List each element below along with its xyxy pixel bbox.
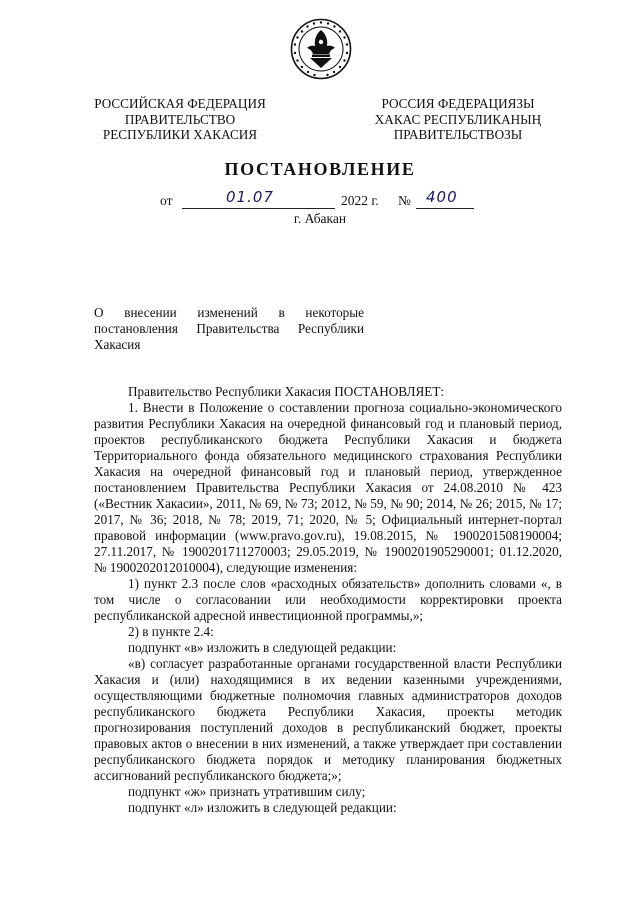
header-right-block xyxy=(363,96,553,143)
body-line: Хакасия и (или) находящимися в их ведении казенными учреждениями, xyxy=(94,672,562,687)
body-line: прогнозирования поступлений доходов в республиканский бюджет, проекты xyxy=(94,720,562,735)
subject-line: О внесении изменений в некоторые xyxy=(94,305,364,320)
body-line: ассигнований республиканского бюджета;»; xyxy=(94,768,342,783)
date-handwritten: 01.07 xyxy=(226,188,274,206)
year-label: 2022 г. xyxy=(341,193,379,208)
number-underline xyxy=(416,208,474,209)
date-underline xyxy=(182,208,335,209)
body-line: подпункт «ж» признать утратившим силу; xyxy=(128,784,366,799)
body-line: том числе о согласовании или необходимости корректировки проекта xyxy=(94,592,562,607)
date-from-label: от xyxy=(160,193,173,208)
body-line: 1. Внести в Положение о составлении прогноза социально-экономического xyxy=(128,400,562,415)
body-line: «в) согласует разработанные органами государственной власти Республики xyxy=(128,656,562,671)
document-title: ПОСТАНОВЛЕНИЕ xyxy=(224,159,416,179)
body-line: республиканского бюджета порядок и методику планирования бюджетных xyxy=(94,752,562,767)
number-handwritten: 400 xyxy=(426,188,458,206)
body-line: подпункт «в» изложить в следующей редакции: xyxy=(128,640,397,655)
header-left-block xyxy=(85,96,275,143)
body-line: Территориального фонда обязательного медицинского страхования Республики xyxy=(94,448,562,463)
body-line: 2017, № 36; 2018, № 78; 2019, 71; 2020, № 5; Официальный интернет-портал xyxy=(94,512,562,527)
body-line: развития Республики Хакасия на очередной финансовый год и плановый период, xyxy=(94,416,562,431)
subject-line: постановления Правительства Республики xyxy=(94,321,364,336)
body-line: Правительство Республики Хакасия ПОСТАНОВЛЯЕТ: xyxy=(128,384,445,399)
header-right-line-1: РОССИЯ ФЕДЕРАЦИЯЗЫ xyxy=(381,96,535,111)
body-line: правовой информации (www.pravo.gov.ru), 19.08.2015, № 1900201508190004; xyxy=(94,528,562,543)
date-number-line xyxy=(160,188,500,213)
body-line: 27.11.2017, № 1900201711270003; 29.05.2019, № 1900201905290001; 01.12.2020, xyxy=(94,544,562,559)
body-text xyxy=(94,384,562,816)
header-right-line-3: ПРАВИТЕЛЬСТВОЗЫ xyxy=(393,127,523,142)
body-line: республиканского бюджета Республики Хакасия, проекты методик xyxy=(94,704,562,719)
body-line: правовых актов о внесении в них изменений, а также утверждает при составлении xyxy=(94,736,562,751)
body-line: № 1900202012010004), следующие изменения: xyxy=(94,560,358,575)
header-left-line-1: РОССИЙСКАЯ ФЕДЕРАЦИЯ xyxy=(94,96,266,111)
body-line: проектов республиканского бюджета Республики Хакасия и бюджета xyxy=(94,432,562,447)
header-left-line-3: РЕСПУБЛИКИ ХАКАСИЯ xyxy=(102,127,258,142)
body-line: подпункт «л» изложить в следующей редакции: xyxy=(128,800,397,815)
body-line: 1) пункт 2.3 после слов «расходных обязательств» дополнить словами «, в xyxy=(128,576,562,591)
body-line: постановлением Правительства Республики Хакасия от 24.08.2010 № 423 xyxy=(94,480,562,495)
number-label: № xyxy=(398,193,411,208)
body-line: осуществляющими бюджетные полномочия главных администраторов доходов xyxy=(94,688,562,703)
city-label: г. Абакан xyxy=(293,211,347,226)
header-right-line-2: ХАКАС РЕСПУБЛИКАНЫҢ xyxy=(374,111,542,127)
header-left-line-2: ПРАВИТЕЛЬСТВО xyxy=(124,111,236,127)
subject-line: Хакасия xyxy=(94,337,141,352)
body-line: («Вестник Хакасии», 2011, № 69, № 73; 2012, № 59, № 90; 2014, № 26; 2015, № 17; xyxy=(94,496,562,511)
body-line: 2) в пункте 2.4: xyxy=(128,624,214,639)
coat-of-arms-icon xyxy=(290,18,352,80)
body-line: республиканской адресной инвестиционной программы,»; xyxy=(94,608,424,623)
body-line: Хакасия на очередной финансовый год и плановый период, утвержденное xyxy=(94,464,562,479)
subject-block xyxy=(94,305,364,353)
